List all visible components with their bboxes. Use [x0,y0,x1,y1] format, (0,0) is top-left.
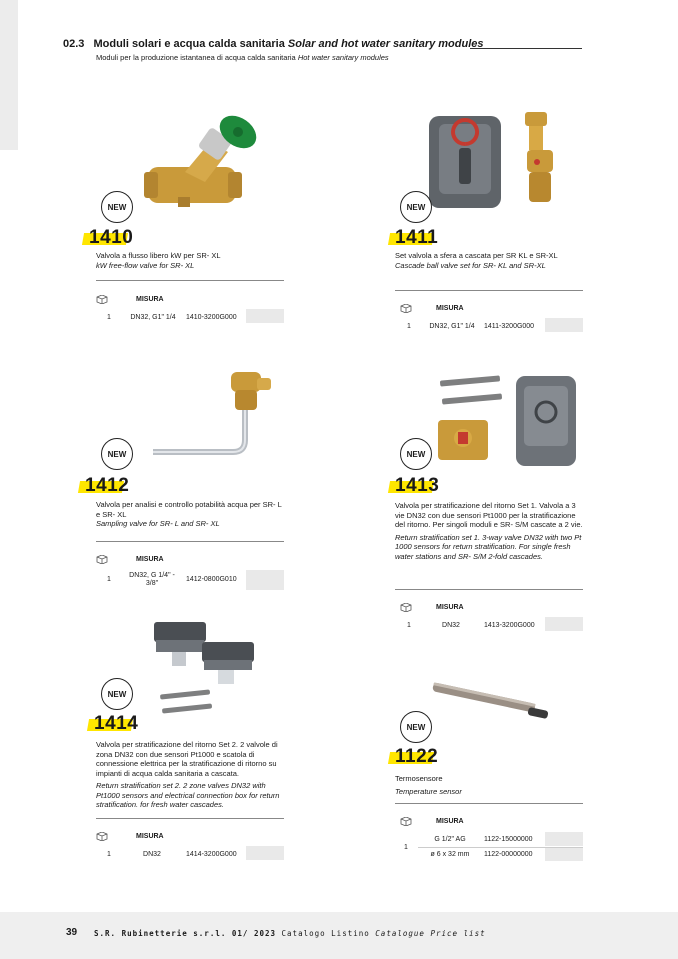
divider [395,290,583,291]
desc-it: Valvola a flusso libero kW per SR- XL [96,251,221,260]
desc-it: Valvola per stratificazione del ritorno Set 2. 2 valvole di zona DN32 con due sensori Pt1000 e scatola di connessione elettrica per la stratificazione di ritorno su impianti di acqua calda sanitaria a cascata. [96,740,278,778]
cell-size: ø 6 x 32 mm [430,851,470,858]
cell-qty: 1 [107,576,111,583]
cell-article: 1122-00000000 [484,851,533,858]
actuator-image [425,110,575,215]
table-header-misura: MISURA [136,296,164,303]
page-corner-shape [0,0,18,150]
package-icon [400,817,412,826]
desc-it: Valvola per analisi e controllo potabilità acqua per SR- L e SR- XL [96,500,282,519]
price-cell [246,570,284,590]
cell-article: 1414-3200G000 [186,851,237,858]
catalog-it: Catalogo Listino [281,929,370,938]
price-cell [545,832,583,846]
edition: 01/ 2023 [231,929,277,938]
company-name: S.R. Rubinetterie s.r.l. [94,929,227,938]
valve-image [140,112,265,222]
table-header-misura: MISURA [136,833,164,840]
title-en: Solar and hot water sanitary modules [287,38,484,50]
divider [96,541,284,542]
footer-text [94,929,486,938]
product-code: 1413 [395,475,439,497]
product-code: 1410 [89,227,133,249]
row-divider [418,847,583,848]
section-subtitle [96,53,389,62]
size-table [96,832,286,872]
desc-it: Valvola per stratificazione del ritorno Set 1. Valvola a 3 vie DN32 con due sensori Pt1000 per la stratificazione del ritorno. Per singoli moduli e SR- S/M cascate a 2 vie. [395,501,583,529]
price-cell [246,846,284,860]
desc-en: Return stratification set 2. 2 zone valves DN32 with Pt1000 sensors and electrical connection box for return stratification. for fresh water cascades. [96,781,280,809]
catalog-en: Catalogue Price list [375,929,486,938]
table-header-misura: MISURA [436,604,464,611]
cell-article: 1413-3200G000 [484,622,535,629]
price-cell [545,318,583,332]
product-code: 1122 [395,746,438,768]
subtitle-en: Hot water sanitary modules [297,53,389,62]
table-header-misura: MISURA [436,818,464,825]
product-description [395,774,583,796]
table-header-misura: MISURA [436,305,464,312]
new-badge: NEW [400,191,432,223]
cell-size: DN32, G1" 1/4 [429,323,475,330]
price-cell [545,847,583,861]
cell-qty: 1 [404,844,408,851]
package-icon [400,603,412,612]
section-title [63,38,484,50]
package-icon [400,304,412,313]
page-footer [0,912,678,959]
sensor-image [428,675,553,730]
divider [96,280,284,281]
cell-size: DN32 [143,851,161,858]
product-description [395,501,583,561]
cell-size: G 1/2" AG [434,836,466,843]
product-code: 1412 [85,475,129,497]
zone-valves-image [150,620,260,720]
price-cell [246,309,284,323]
desc-en: Cascade ball valve set for SR- KL and SR-XL [395,260,546,270]
desc-it: Set valvola a sfera a cascata per SR KL e SR-XL [395,251,558,260]
cell-article: 1411-3200G000 [484,323,535,330]
product-description [96,740,286,810]
new-badge: NEW [101,678,133,710]
new-badge: NEW [101,191,133,223]
cell-size: DN32 [442,622,460,629]
product-description [96,251,281,270]
size-table [400,603,590,643]
desc-en: Sampling valve for SR- L and SR- XL [96,519,220,528]
product-code: 1411 [395,227,438,249]
new-badge: NEW [400,711,432,743]
size-table [96,295,286,335]
price-cell [545,617,583,631]
cell-qty: 1 [407,622,411,629]
desc-en: kW free-flow valve for SR- XL [96,260,195,270]
page-number: 39 [66,927,78,938]
header-rule [470,48,582,49]
cell-qty: 1 [407,323,411,330]
package-icon [96,295,108,304]
desc-it: Termosensore [395,774,443,783]
new-badge: NEW [101,438,133,470]
product-description [96,500,286,529]
sampling-valve-image [145,368,275,458]
cell-qty: 1 [107,851,111,858]
title-it: Moduli solari e acqua calda sanitaria [93,38,285,50]
desc-en: Return stratification set 1. 3-way valve DN32 with two Pt 1000 sensors for return stratification. For single fresh water stations and SR- S/M 2-fold cascades. [395,532,582,561]
cell-article: 1412-0800G010 [186,576,237,583]
size-table [96,555,286,595]
new-badge: NEW [400,438,432,470]
package-icon [96,555,108,564]
subtitle-it: Moduli per la produzione istantanea di acqua calda sanitaria [96,53,296,62]
desc-en: Temperature sensor [395,786,462,796]
divider [395,803,583,804]
package-icon [96,832,108,841]
cell-article: 1410-3200G000 [186,314,237,321]
cell-article: 1122-15000000 [484,836,533,843]
divider [395,589,583,590]
cell-size: DN32, G1" 1/4 [130,314,176,321]
product-code: 1414 [94,713,138,735]
product-description [395,251,580,270]
cell-size: DN32, G 1/4" - 3/8" [129,572,175,587]
cell-qty: 1 [107,314,111,321]
section-number: 02.3 [63,38,85,50]
stratification-set-image [436,372,581,472]
divider [96,818,284,819]
size-table [400,817,590,865]
table-header-misura: MISURA [136,556,164,563]
size-table [400,304,590,344]
